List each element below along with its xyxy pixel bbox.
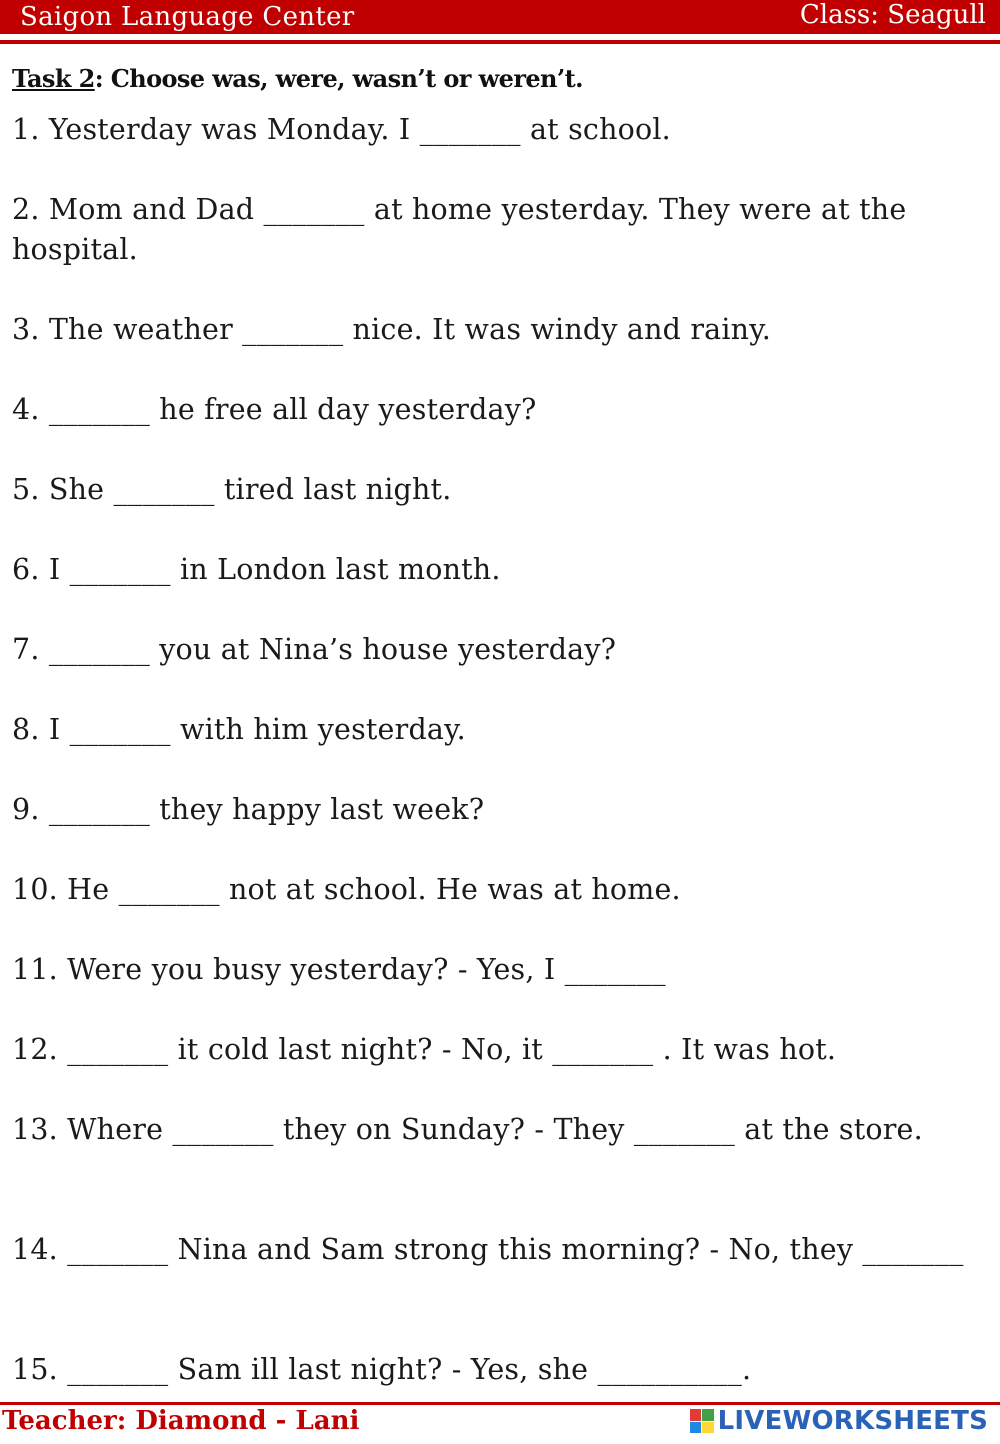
question-14: 14. _______ Nina and Sam strong this morning? - No, they _______ (12, 1233, 964, 1266)
question-3: 3. The weather _______ nice. It was windy and rainy. (12, 313, 771, 346)
question-11: 11. Were you busy yesterday? - Yes, I _______ (12, 953, 666, 986)
question-12: 12. _______ it cold last night? - No, it _______ . It was hot. (12, 1033, 837, 1066)
question-4: 4. _______ he free all day yesterday? (12, 393, 537, 426)
header-bar (0, 0, 1000, 34)
question-7: 7. _______ you at Nina’s house yesterday? (12, 633, 617, 666)
liveworksheets-brand (690, 1404, 988, 1438)
liveworksheets-logo-icon (690, 1409, 714, 1433)
class-label: Class: Seagull (799, 0, 986, 30)
question-8: 8. I _______ with him yesterday. (12, 713, 466, 746)
task-label: Task 2 (12, 64, 95, 93)
brand-name: LIVEWORKSHEETS (717, 1406, 988, 1436)
teacher-credit: Teacher: Diamond - Lani (2, 1406, 360, 1436)
school-name: Saigon Language Center (20, 2, 355, 32)
question-13: 13. Where _______ they on Sunday? - They _______ at the store. (12, 1113, 923, 1146)
question-6: 6. I _______ in London last month. (12, 553, 501, 586)
header-divider (0, 40, 1000, 44)
task-title (12, 64, 583, 93)
question-1: 1. Yesterday was Monday. I _______ at school. (12, 113, 671, 146)
task-instruction: : Choose was, were, wasn’t or weren’t. (94, 64, 583, 93)
question-2: 2. Mom and Dad _______ at home yesterday. They were at the hospital. (12, 193, 907, 266)
question-5: 5. She _______ tired last night. (12, 473, 452, 506)
question-15: 15. _______ Sam ill last night? - Yes, she __________. (12, 1353, 752, 1386)
question-10: 10. He _______ not at school. He was at home. (12, 873, 681, 906)
question-9: 9. _______ they happy last week? (12, 793, 485, 826)
